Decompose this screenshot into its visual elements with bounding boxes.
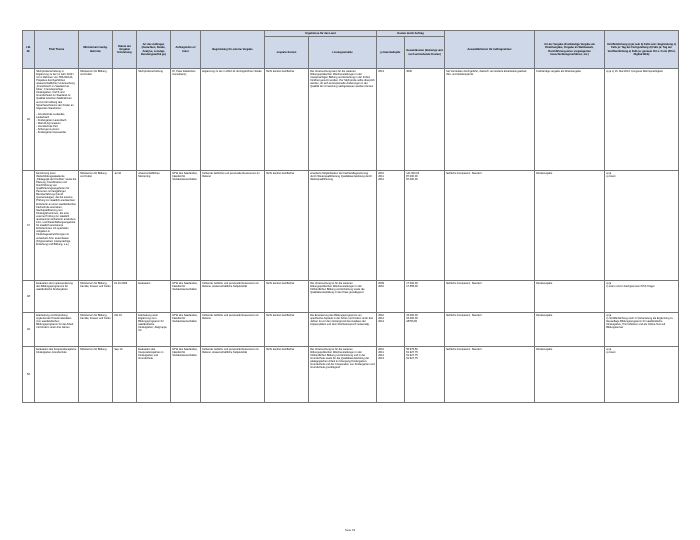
cell-solutions: erweiterte Möglichkeiten der Fachkräftegewinnung durch Weiterqualifizierung Qualitätsentwicklung durch Weiterqualifizierung bbox=[309, 171, 377, 281]
page-number: Seite 63 bbox=[344, 528, 356, 532]
col-header-total: Gesamtkosten (bisherige und noch entstehende Kosten) bbox=[405, 37, 445, 69]
cell-solutions: Die Erweiterung des Bildungsprogramms um spezifische Aspekte in der Arbeit mit Kindern unter drei Jahren ist vor dem Hintergrund des Ausbaus der Krippenplätze und dem Rechtsanspruch notwendig. bbox=[309, 313, 377, 347]
cell-criteria: fachliche Kompetenz, Standort bbox=[445, 313, 535, 347]
cell-award: Direktvergabe bbox=[535, 347, 605, 403]
cell-total-costs: 15.000,00 15.000,00 18750,00 bbox=[405, 313, 445, 347]
col-header-reason: Begründung für externe Vergabe bbox=[201, 31, 265, 69]
cell-publication: a) ja c) intern und in Fachgremium KITA-Träger bbox=[605, 281, 679, 313]
cell-saved: Nicht konkret bezifferbar bbox=[265, 171, 309, 281]
cell-ministry: Ministerium für Bildung, Familie, Frauen und Kultur bbox=[79, 281, 113, 313]
table-header bbox=[23, 31, 679, 69]
table-row bbox=[23, 281, 679, 313]
contracts-table bbox=[22, 30, 679, 403]
cell-ministry: Ministerium für Bildung und Kultur bbox=[79, 171, 113, 281]
cell-award: Direktvergabe bbox=[535, 313, 605, 347]
cell-publication: a) ja c) 16. Mai 2013, Kongress Mehrsprachigkeit bbox=[605, 69, 679, 171]
cell-type: Stichprobenerhebung bbox=[137, 69, 171, 171]
cell-date: Jul 10 bbox=[113, 171, 137, 281]
cell-award: Direktvergabe bbox=[535, 171, 605, 281]
col-header-title: Titel/ Thema bbox=[35, 31, 79, 69]
cell-reason: Fehlende zeitliche und personelle Ressourcen im Referat bbox=[201, 313, 265, 347]
cell-ministry: Ministerium für Bildung bbox=[79, 347, 113, 403]
cell-years: 2009 2010 bbox=[377, 281, 405, 313]
cell-title: Stichprobenerhebung in Ergänzung zu der im Jahr 2010 / 11 im Rahmen von TRILINGUA-Projektes durchgeführten wissenschaftlichen Untersuchung „Französisch im Saarland an Kitas“, Fremdsprachige Kindergärten, FGTS und Grundschulen im Saarland zu Qualität zwischen Maßnahmen und zur Ermittlung des Sprachwachstums der Kinder an folgenden Standorten: - Grundschule Ludweiler-Lauterbach - Kindergarten Lauterbach - Warndt-Gymnasium - Grundschule Perl - Schengen-Lyzeum - Kindergarten Heusweiler bbox=[35, 69, 79, 171]
col-header-ministry: Ministerium/ nachg. Behörde bbox=[79, 31, 113, 69]
cell-contractor: HTW des Saarlandes, Fakultät für Sozialwissenschaften bbox=[171, 313, 201, 347]
col-header-type: Art des Auftrages (Gutachten, Studie, Analyse, sonstige Beratungsaufträ ge) bbox=[137, 31, 171, 69]
col-header-nr: Lfd. Nr. bbox=[23, 31, 35, 69]
cell-nr: 47 bbox=[23, 171, 35, 281]
cell-contractor: Dr. Peter Edelenbos Consultancy bbox=[171, 69, 201, 171]
cell-nr: 50 bbox=[23, 347, 35, 403]
cell-saved: Nicht konkret bezifferbar bbox=[265, 313, 309, 347]
cell-title: Erarbeitung und Erprobung ergänzender Praxismaterialien zum saarländischen Bildungsprogramm für die Arbeit mit Kindern unter drei Jahren bbox=[35, 313, 79, 347]
col-header-solutions: Lösungsansätze bbox=[309, 37, 377, 69]
cell-criteria: fachliche Kompetenz, Standort bbox=[445, 281, 535, 313]
cell-contractor: HTW des Saarlandes, Fakultät für Sozialwissenschaften bbox=[171, 347, 201, 403]
cell-reason: Fehlende zeitliche und personelle Ressourcen im Referat, wissenschaftliche Subjektivität bbox=[201, 347, 265, 403]
group-header-costs: Kosten durch Auftrag bbox=[377, 31, 445, 37]
cell-type: Evaluation bbox=[137, 281, 171, 313]
cell-nr: 46 bbox=[23, 69, 35, 171]
cell-type: wissenschaftliches Monitoring bbox=[137, 171, 171, 281]
table-row bbox=[23, 313, 679, 347]
cell-solutions: Die Untersuchung ist für die weiteren bildungspolitischen Weichenstellungen in der frühkindlichen Bildung und Erziehung sowie die Qualitätsentwicklung in den Kitas grundlegend bbox=[309, 281, 377, 313]
cell-solutions: Die Untersuchung ist für die weiteren bildungspolitischen Weichenstellungen in der frühkindlichen Bildung und Erziehung und in der Grundschule sowie für die Qualitätsentwicklung der pädagogischen Arbeit im Übergang Kindergarten-Grundschule und der Kooperation von Kindergarten und Grundschule grundlegend bbox=[309, 347, 377, 403]
col-header-saved: ersparte Kosten bbox=[265, 37, 309, 69]
cell-publication: a) ja e) intern bbox=[605, 171, 679, 281]
cell-ministry: Ministerium für Bildung und Kultur bbox=[79, 69, 113, 171]
cell-date: 01.10.2009 bbox=[113, 281, 137, 313]
cell-type: Erarbeitung einer Ergänzung zum Bildungsprogramm für saarländische Kindergärten, Zielgruppe U3 bbox=[137, 313, 171, 347]
cell-saved: Nicht konkret bezifferbar bbox=[265, 69, 309, 171]
cell-type: Evaluation des Kooperationsjahres in Kindergarten und Grundschule bbox=[137, 347, 171, 403]
cell-criteria: fachliche Kompetenz, Standort bbox=[445, 171, 535, 281]
table-row bbox=[23, 69, 679, 171]
col-header-criteria: Auswahlkriterien für Auftragnehmer bbox=[445, 31, 535, 69]
cell-title: Evaluation der Implementierung des Bildungsprogramms für saarländische Kindergärten bbox=[35, 281, 79, 313]
table-body bbox=[23, 69, 679, 403]
col-header-award: Art der Vergabe (Freihändige Vergabe als Direktvergabe, Vergabe im Wettbewerb, Durchführung eines vorgelagerten Ausschreibungsverfahren, etc.) bbox=[535, 31, 605, 69]
cell-contractor: HTW des Saarlandes, Fakultät für Sozialwissenschaften bbox=[171, 171, 201, 281]
cell-total-costs: 17.000,00 17.555,00 bbox=[405, 281, 445, 313]
cell-award: Direktvergabe bbox=[535, 281, 605, 313]
cell-years: 2010 2012 2014 bbox=[377, 313, 405, 347]
document-page bbox=[22, 30, 678, 403]
cell-solutions: Die Untersuchung kann für die weiteren bildungspolitischen Weichenstellungen in der zweisprachigen Bildung und Erziehung in der frühen Kindheit genutzt werden. Per Stichprobe sollte überprüft werden, ob sich konzeptionelle Änderungen in der Qualität der Umsetzung nachgewiesen werden können. bbox=[309, 69, 377, 171]
col-header-per-year: je Haushaltsjahr bbox=[377, 37, 405, 69]
cell-date: Sep 10 bbox=[113, 347, 137, 403]
cell-award: Freihändige vergabe als Direktvergabe bbox=[535, 69, 605, 171]
cell-nr: 49 bbox=[23, 313, 35, 347]
cell-total-costs: 141.600,00 87.000,00 87.000,00 bbox=[405, 171, 445, 281]
cell-publication: a) ja c) Veröffentlichung noch in Vorbereitung als Ergänzung zu Neuauflage Bildungsprogramm für saarländische Kindergärten, Print-Medium und als Online-Text auf Bildungsserver bbox=[605, 313, 679, 347]
cell-years: 2013 bbox=[377, 69, 405, 171]
cell-saved: Nicht konkret bezifferbar bbox=[265, 281, 309, 313]
col-header-publication: Veröffentlichung a) ja/ nein b) Falls nein: Begründung c) Falls ja: Tag der Fertigstellung d) Falls ja: Tag der Veröffentlichung e) Falls ja: genauer Ort u. Form (Print, Digital/ Web) bbox=[605, 31, 679, 69]
cell-criteria: hat Vorstudien durchgeführt, dadurch verminderte Einarbeitungsarbeit, Zeit- und Geldersparnis bbox=[445, 69, 535, 171]
cell-years: 2010 2011 2012 bbox=[377, 171, 405, 281]
cell-criteria: fachliche Kompetenz, Standort bbox=[445, 347, 535, 403]
cell-reason: Ergänzung zu der in 2010-11 durchgeführten Studie bbox=[201, 69, 265, 171]
cell-contractor: HTW des Saarlandes, Fakultät für Sozialwissenschaften bbox=[171, 281, 201, 313]
cell-date: Okt 10 bbox=[113, 313, 137, 347]
cell-title: Evaluation des Kooperationsjahres Kindergarten-Grundschule bbox=[35, 347, 79, 403]
cell-years: 2010 2011 2012 2013 bbox=[377, 347, 405, 403]
col-header-contractor: Auftragnehm er/ Autor bbox=[171, 31, 201, 69]
table-row bbox=[23, 347, 679, 403]
cell-title: Einrichtung einer Weiterbildungsakademie „Pädagogik der Kindheit“ sowie die Planung, Koordination und Durchführung von Qualifizierungsangeboten für Personen mit langjähriger Berufserfahrung (berufl. Quereinsteiger), die die externe Prüfung zur staatlich anerkannten Erzieherin an einer saarländischen Fachschule anstreben; Nachqualifizierung von Kindergärtnerinnen, die eine externe Prüfung zur staatlich anerkannten Erzieherin anstreben; Fort- und Weiterbildungsangebote für staatlich anerkannte Erzieherinnen mit speziellen Aufgaben in Kindertageseinrichtungen zu entwickeln bzw. auszubauen (Krippenarbeit; zweisprachige Erziehung und Bildung, u.a.) bbox=[35, 171, 79, 281]
table-row bbox=[23, 171, 679, 281]
cell-reason: Fehlende fachliche und personelle Ressourcen im Referat bbox=[201, 171, 265, 281]
cell-ministry: Ministerium für Bildung, Familie, Frauen und Kultur bbox=[79, 313, 113, 347]
col-header-date: Datum der Vergabe/ Entstehung bbox=[113, 31, 137, 69]
cell-total-costs: 55.975,50 51.927,75 51.927,75 51.927,75 bbox=[405, 347, 445, 403]
cell-saved: Nicht konkret bezifferbar bbox=[265, 347, 309, 403]
group-header-results: Ergebnisse für das Land bbox=[265, 31, 377, 37]
cell-nr: 48 bbox=[23, 281, 35, 313]
cell-reason: Fehlende zeitliche und personelle Ressourcen im Referat, wissenschaftliche Subjektivität bbox=[201, 281, 265, 313]
cell-date bbox=[113, 69, 137, 171]
cell-publication: a) ja e) intern bbox=[605, 347, 679, 403]
cell-total-costs: 3000 bbox=[405, 69, 445, 171]
